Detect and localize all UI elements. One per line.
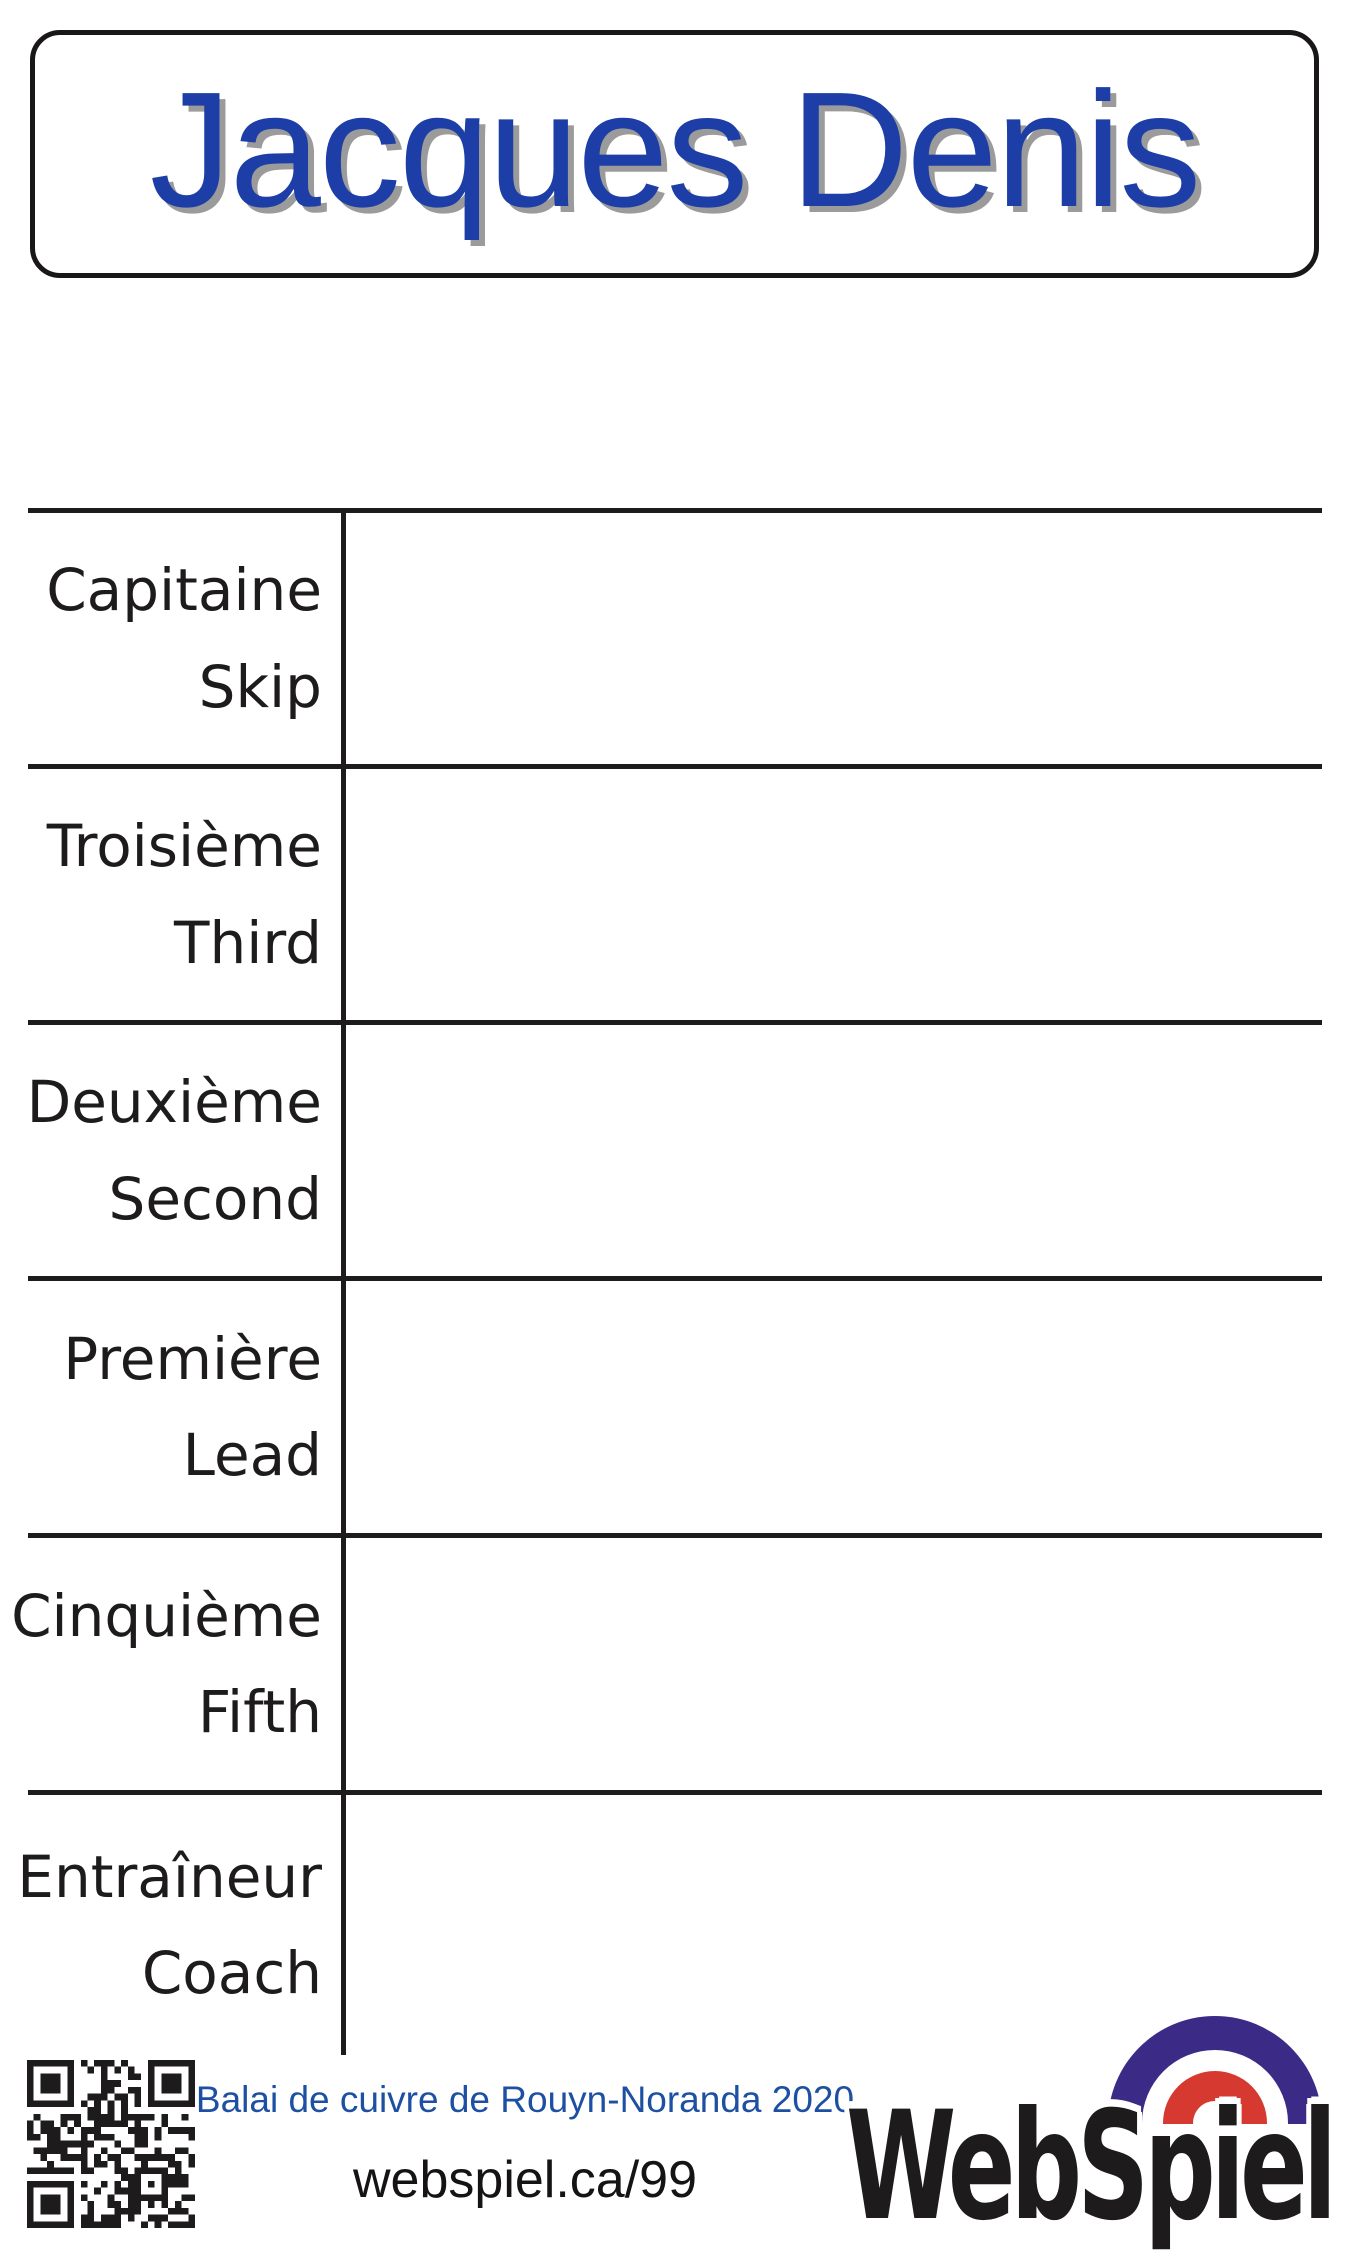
position-label-fr: Capitaine xyxy=(46,556,322,625)
table-row-third xyxy=(0,769,322,1020)
position-label-en: Coach xyxy=(141,1939,322,2007)
position-label-fr: Deuxième xyxy=(26,1068,322,1137)
table-row-second xyxy=(0,1025,322,1276)
position-label-fr: Première xyxy=(63,1324,322,1393)
table-row-fifth xyxy=(0,1538,322,1790)
page-title: Jacques Denis xyxy=(149,58,1200,241)
position-label-en: Third xyxy=(174,908,322,977)
position-label-en: Second xyxy=(108,1164,322,1233)
position-label-fr: Cinquième xyxy=(11,1581,322,1650)
webspiel-logo-text: WebSpiel xyxy=(846,2078,1333,2250)
position-label-fr: Entraîneur xyxy=(17,1842,322,1911)
website-url: webspiel.ca/99 xyxy=(353,2151,697,2209)
table-row-skip xyxy=(0,513,322,764)
event-name: Balai de cuivre de Rouyn-Noranda 2020 xyxy=(195,2079,855,2120)
table-row-lead xyxy=(0,1281,322,1533)
position-label-fr: Troisième xyxy=(46,812,322,881)
table-column-divider xyxy=(341,508,346,2055)
team-name-box xyxy=(30,30,1319,278)
qr-code-icon xyxy=(27,2060,195,2228)
table-row-coach xyxy=(0,1795,322,2055)
position-label-en: Lead xyxy=(182,1421,322,1489)
position-label-en: Skip xyxy=(198,652,322,721)
position-label-en: Fifth xyxy=(197,1678,322,1746)
